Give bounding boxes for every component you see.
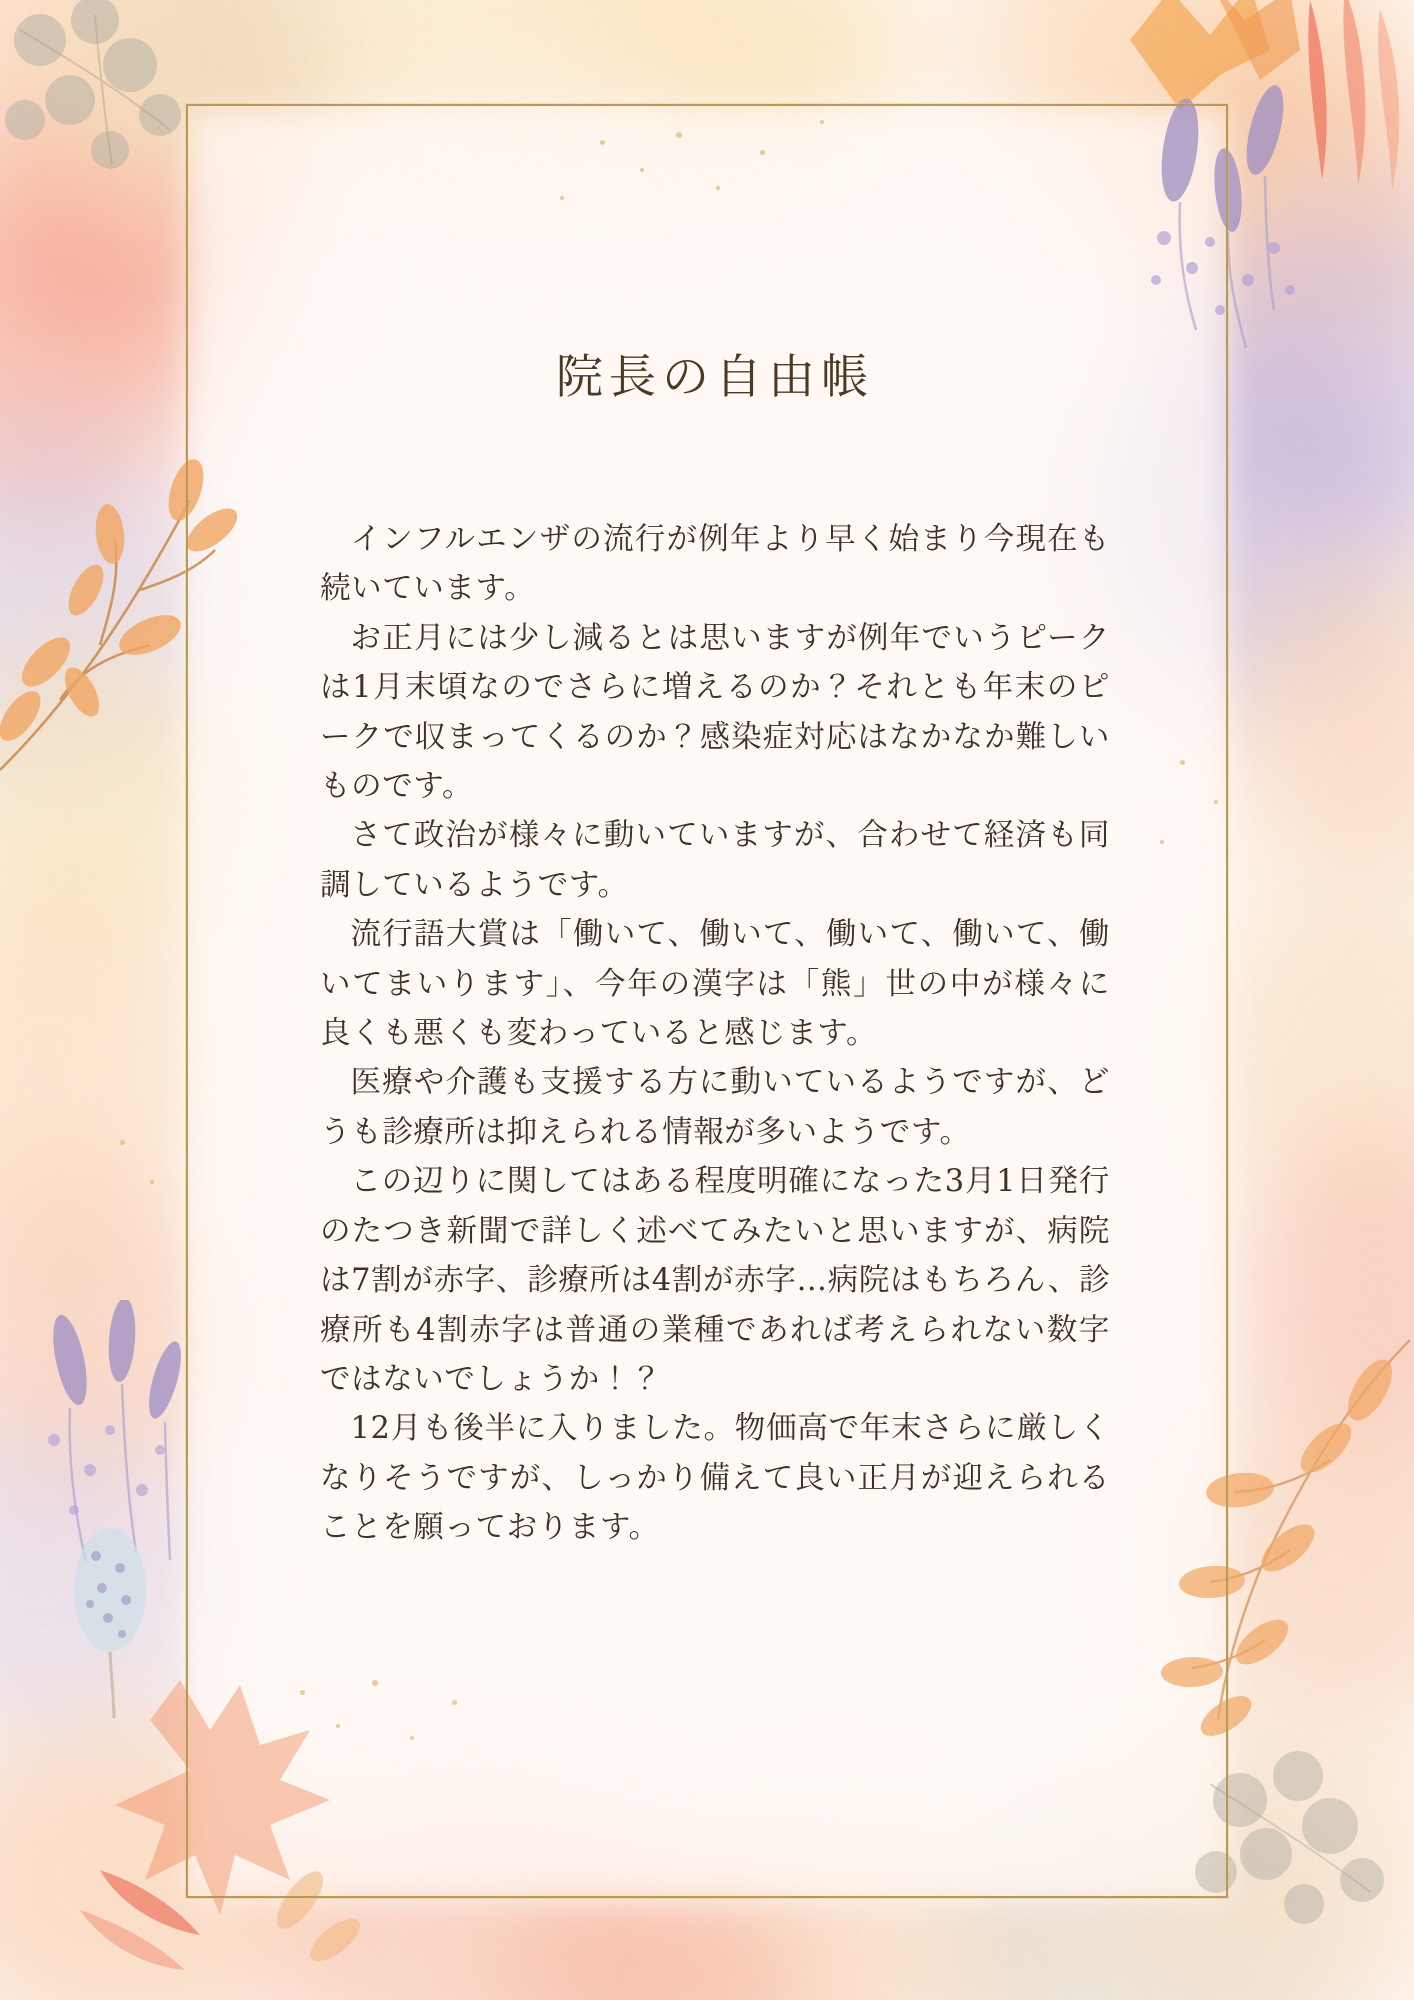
paragraph-3: さて政治が様々に動いていますが、合わせて経済も同調しているようです。 — [320, 818, 1110, 903]
page-title: 院長の自由帳 — [556, 350, 874, 405]
paragraph-5: 医療や介護も支援する方に動いているようですが、どうも診療所は抑えられる情報が多いようです。 — [320, 1065, 1110, 1150]
paragraph-4: 流行語大賞は「働いて、働いて、働いて、働いて、働いてまいります」、今年の漢字は「熊」世の中が様々に良くも悪くも変わっていると感じます。 — [320, 917, 1110, 1052]
paragraph-1: インフルエンザの流行が例年より早く始まり今現在も続いています。 — [320, 522, 1110, 607]
paragraph-7: 12月も後半に入りました。物価高で年末さらに厳しくなりそうですが、しっかり備えて良い正月が迎えられることを願っております。 — [320, 1411, 1110, 1546]
article-body — [320, 515, 1110, 1553]
paragraph-6: この辺りに関してはある程度明確になった3月1日発行のたつき新聞で詳しく述べてみたいと思いますが、病院は7割が赤字、診療所は4割が赤字…病院はもちろん、診療所も4割赤字は普通の業種であれば考えられない数字ではないでしょうか！？ — [320, 1164, 1110, 1397]
document-content — [320, 340, 1110, 1553]
paragraph-2: お正月には少し減るとは思いますが例年でいうピークは1月末頃なのでさらに増えるのか？それとも年末のピークで収まってくるのか？感染症対応はなかなか難しいものです。 — [320, 620, 1110, 805]
